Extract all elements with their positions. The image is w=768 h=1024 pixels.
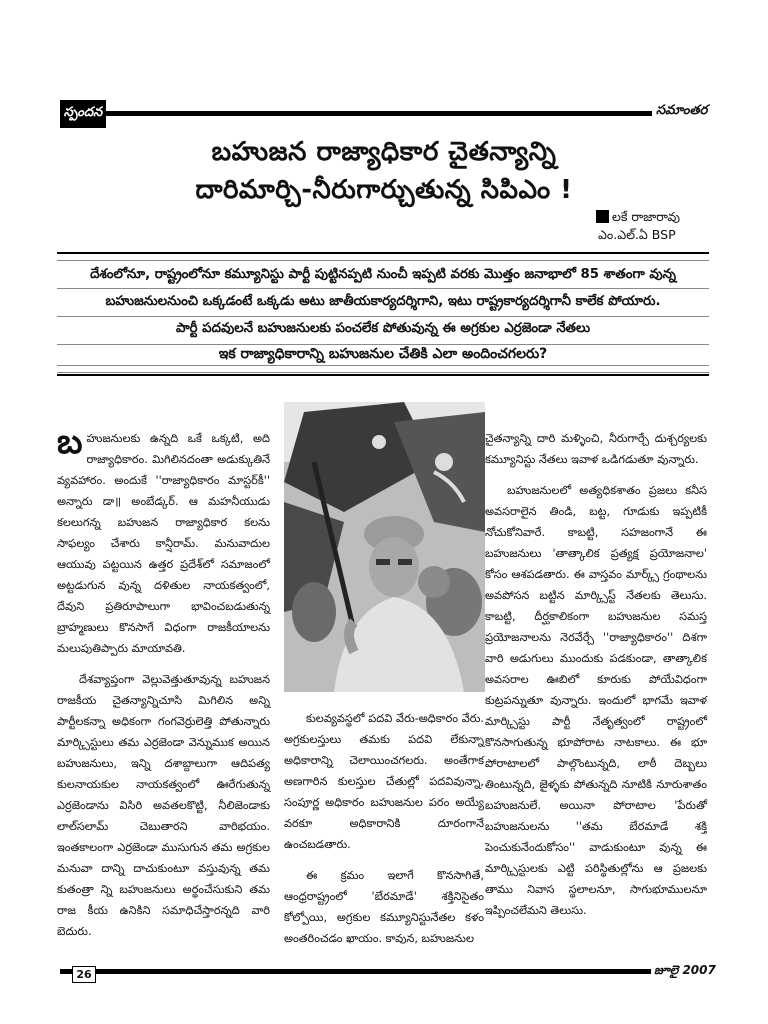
- footer-rule: [95, 969, 651, 974]
- paragraph: ఈ క్రమం ఇలాగే కొనసాగితే, ఆంధ్రరాష్ట్రంలో 'బేరమాడే' శక్తినిసైతం కోల్పోయి, అగ్రకుల కమ్యూనిస్టునేతల కళం అంతరించడం ఖాయం. కావున, బహుజనుల: [284, 869, 484, 945]
- paragraph: బహుజనులలో అత్యధికశాతం ప్రజలు కనీస అవసరాలైన తిండి, బట్ట, గూడుకు ఇప్పటికీ నోచుకోనివారే. కాబట్టి, సహజంగానే ఈ బహుజనులు 'తాత్కాలిక ప్రత్యక్ష ప్రయోజనాల' కోసం ఆశపడతారు. ఈ వాస్తవం మార్క్స్ గ్రంథాలను అవపోసన బట్టిన మార్క్సిస్ట్ నేతలకు తెలుసు. కాబట్టి, దీర్ఘకాలికంగా బహుజనుల సమస్త ప్రయోజనాలను నెరవేర్చే ''రాజ్యాధికారం'' దిశగా వారి అడుగులు ముందుకు పడకుండా, తాత్కాలిక అవసరాల ఊబిలో కూరుకు పోయేవిధంగా కుట్రపన్నుతూ వున్నారు. ఇందులో భాగమే ఇవాళ మార్క్సిస్టు పార్టీ నేతృత్వంలో రాష్ట్రంలో కొనసాగుతున్న భూపోరాట నాటకాలు. ఈ భూ పోరాటాలలో పాల్గొంటున్నది, లాఠీ దెబ్బలు తింటున్నది, జైళ్ళకు పోతున్నది నూటికి నూరుశాతం బహుజనులే. అయినా పోరాటాల 'పేరుతో బహుజనులను ''తమ బేరమాడే శక్తి పెంచుకునేందుకోసం'' వాడుకుంటూ వున్న ఈ మార్క్సిస్టులకు ఎట్టి పరిస్థితుల్లోను ఆ ప్రజలకు తాము నివాస స్థలాలనూ, సాగుభూములనూ ఇప్పించలేమని తెలుసు.: [485, 484, 707, 917]
- intro-line: ఇక రాజ్యాధికారాన్ని బహుజనుల చేతికి ఎలా అందించగలరు?: [57, 346, 709, 365]
- header-rule: [106, 111, 652, 116]
- author-name: లకే రాజారావు: [612, 209, 680, 224]
- intro-line: బహుజనులనుంచి ఒక్కడంటే ఒక్కడు అటు జాతీయకార్యదర్శిగాని, ఇటు రాష్ట్రకార్యదర్శిగానీ కాలేక పోయారు.: [57, 294, 709, 312]
- issue-date: జూలై 2007: [654, 963, 716, 977]
- magazine-name: సమాంతర: [656, 103, 708, 118]
- headline-line-2: దారిమార్చి-నీరుగార్చుతున్న సిపిఎం !: [195, 175, 573, 205]
- byline-square-icon: [596, 210, 609, 223]
- protest-photo-icon: [284, 402, 485, 692]
- column-left: [57, 422, 270, 952]
- paragraph: దేశవ్యాప్తంగా వెల్లువెత్తుతూవున్న బహుజన రాజకీయ చైతన్యాన్నిచూసి మిగిలిన అన్ని పార్టీలకన్నా అధికంగా గంగవెర్రులెత్తి పోతున్నారు మార్క్సిస్టులు తమ ఎర్రజెండా వెన్నుముక అయిన బహుజనులు, ఇన్ని దశాబ్దాలుగా ఆదిపత్య కులనాయకుల నాయకత్వంలో ఊరేగుతున్న ఎర్రజెండాను విసిరి అవతలకొట్టి, నీలిజెండాకు లాల్‌సలామ్ చెబుతారని వారిభయం. ఇంతకాలంగా ఎర్రజెండా ముసుగున తమ అగ్రకుల మనువా దాన్ని దాచుకుంటూ వస్తువున్న తమ కుతంత్రా న్ని బహుజనులు అర్థంచేసుకుని తమ రాజ కీయ ఉనికిని సమాధిచేస్తారన్నది వారి బెదురు.: [57, 673, 270, 938]
- column-right: [485, 428, 707, 931]
- paragraph: బహుజనులకు ఉన్నది ఒకే ఒక్కటి, అది రాజ్యాధికారం. మిగిలినదంతా అడుక్కుతినే వ్యవహారం. అందుకే ''రాజ్యాధికారం మాస్టర్‌కీ'' అన్నారు డా॥ అంబేడ్కర్. ఆ మహనీయుడు కలలుగన్న బహుజన రాజ్యాధికార కలను సాఫల్యం చేశారు కాన్షీరామ్. మనువాదుల ఆయువు పట్టయిన ఉత్తర ప్రదేశ్‌లో సమాజంలో అట్టడుగున వున్న దళితుల నాయకత్వంలో, దేవుని ప్రతిరూపాలుగా భావించబడుతున్న బ్రాహ్మణులు కొనసాగే విధంగా రాజకీయాలను మలుపుతిప్పారు మాయావతి.: [57, 422, 270, 655]
- column-middle: [284, 708, 484, 959]
- headline-line-1: బహుజన రాజ్యాధికార చైతన్యాన్ని: [211, 137, 557, 167]
- paragraph: చైతన్యాన్ని దారి మళ్ళించి, నీరుగార్చే దుశ్చర్యలకు కమ్యూనిస్టు నేతలు ఇవాళ ఒడిగడుతూ వున్నారు.: [485, 432, 707, 466]
- footer-rule-left: [60, 969, 72, 974]
- drop-cap: బ: [57, 422, 83, 462]
- byline: [596, 208, 680, 244]
- protest-photo: [284, 402, 485, 692]
- intro-box: [57, 252, 709, 376]
- author-designation: ఎం.ఎల్.ఏ BSP: [598, 227, 676, 242]
- intro-line: పార్టీ పదవులనే బహుజనులకు పంచలేక పోతువున్న ఈ అగ్రకుల ఎర్రజెండా నేతలు: [57, 321, 709, 339]
- intro-line: దేశంలోనూ, రాష్ట్రంలోనూ కమ్యూనిస్టు పార్టీ పుట్టినప్పటి నుంచీ ఇప్పటి వరకు మొత్తం జనాభాలో 85 శాతంగా వున్న: [57, 267, 709, 285]
- section-tag: స్పందన: [60, 100, 106, 128]
- page-number: 26: [72, 966, 96, 983]
- paragraph: కులవ్యవస్థలో పదవి వేరు-అధికారం వేరు. అగ్రకులస్తులు తమకు పదవి లేకున్నా అధికారాన్ని చెలాయించగలరు. అంతేగాక అణగారిన కులస్తుల చేతుల్లో పదవివున్నా, సంపూర్ణ అధికారం బహుజనుల పరం అయ్యే వరకూ అధికారానికి దూరంగానే ఉంచబడతారు.: [284, 712, 484, 851]
